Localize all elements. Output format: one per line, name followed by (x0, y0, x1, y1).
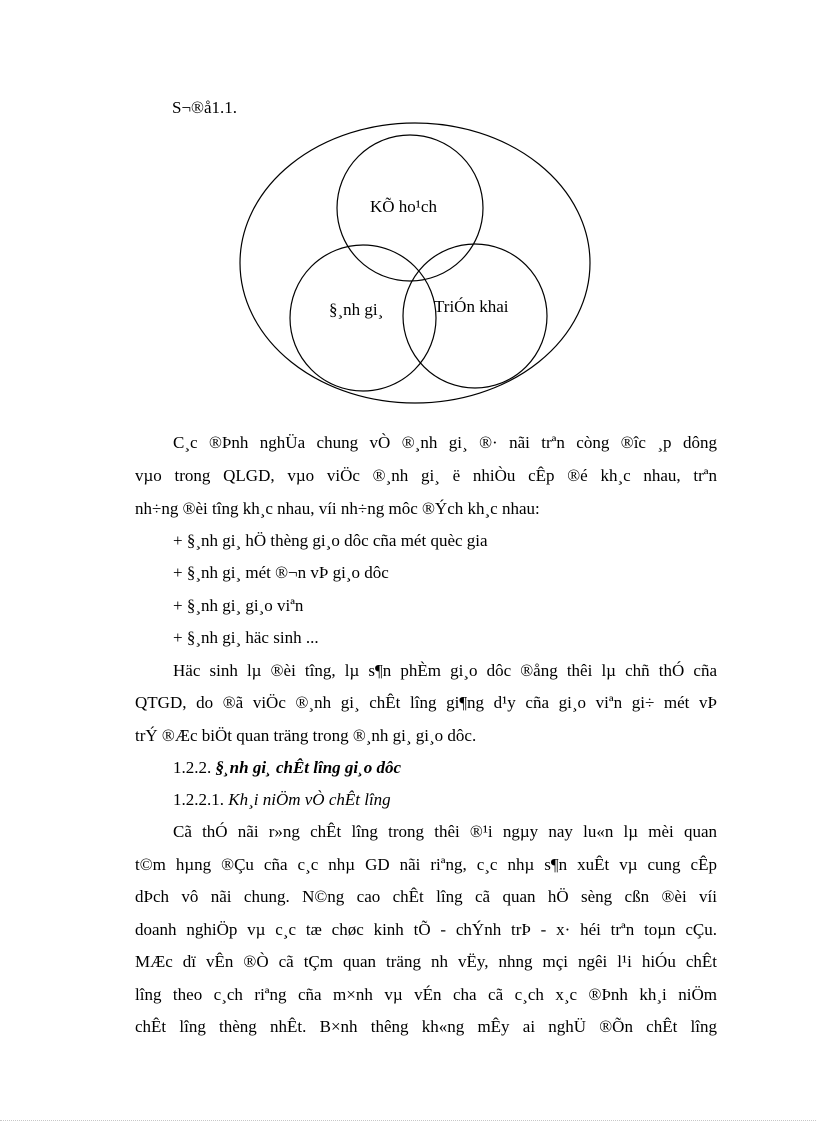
paragraph2-line: trÝ ®Æc biÖt quan träng trong ®¸nh gi¸ gi¸o dôc. (135, 726, 477, 745)
bullet-item: + §¸nh gi¸ hÖ thèng gi¸o dôc cña mét quèc gia (173, 531, 488, 550)
label-plan: KÕ ho¹ch (370, 197, 437, 216)
bullet-item: + §¸nh gi¸ mét ®¬n vÞ gi¸o dôc (173, 563, 389, 582)
paragraph3-line: Cã thÓ nãi r»ng chÊt lîng trong thêi ®¹i ngµy nay lu«n lµ mèi quan (173, 822, 717, 841)
paragraph3-line: t©m hµng ®Çu cña c¸c nhµ GD nãi riªng, c¸c nhµ s¶n xuÊt vµ cung cÊp (135, 855, 717, 874)
venn-diagram-svg (230, 118, 600, 408)
paragraph3-line: dÞch vô nãi chung. N©ng cao chÊt lîng cã quan hÖ sèng cßn ®èi víi (135, 887, 717, 906)
section-number: 1.2.2. (173, 758, 212, 777)
section-title: §¸nh gi¸ chÊt lîng gi¸o dôc (215, 758, 402, 777)
paragraph3-line: doanh nghiÖp vµ c¸c tæ chøc kinh tÕ - chÝnh trÞ - x· héi trªn toµn cÇu. (135, 920, 717, 939)
figure-caption: S¬®å1.1. (172, 98, 238, 117)
paragraph1-line: vµo trong QLGD, vµo viÖc ®¸nh gi¸ ë nhiÒu cÊp ®é kh¸c nhau, trªn (135, 466, 717, 485)
paragraph3-line: lîng theo c¸ch riªng cña m×nh vµ vÉn cha cã c¸ch x¸c ®Þnh kh¸i niÖm (135, 985, 717, 1004)
subsection-title: Kh¸i niÖm vÒ chÊt lîng (228, 790, 391, 809)
subsection-number: 1.2.2.1. (173, 790, 224, 809)
subsection-heading (173, 790, 391, 810)
bullet-item: + §¸nh gi¸ gi¸o viªn (173, 596, 304, 615)
paragraph3-line: chÊt lîng thèng nhÊt. B×nh thêng kh«ng mÊy ai nghÜ ®Õn chÊt lîng (135, 1017, 717, 1036)
page-bottom-rule (0, 1120, 816, 1121)
paragraph3-line: MÆc dï vÊn ®Ò cã tÇm quan träng nh vËy, nhng mçi ngêi l¹i hiÓu chÊt (135, 952, 717, 971)
paragraph1-line: C¸c ®Þnh nghÜa chung vÒ ®¸nh gi¸ ®· nãi trªn còng ®îc ¸p dông (173, 433, 717, 452)
outer-ellipse (240, 123, 590, 403)
paragraph2-line: Häc sinh lµ ®èi tîng, lµ s¶n phÈm gi¸o dôc ®ång thêi lµ chñ thÓ cña (173, 661, 717, 680)
paragraph2-line: QTGD, do ®ã viÖc ®¸nh gi¸ chÊt lîng gi¶ng d¹y cña gi¸o viªn gi÷ mét vÞ (135, 693, 717, 712)
label-evaluate: §¸nh gi¸ (329, 300, 384, 319)
label-implement: TriÓn khai (434, 297, 509, 316)
bullet-item: + §¸nh gi¸ häc sinh ... (173, 628, 319, 647)
paragraph1-line: nh÷ng ®èi tîng kh¸c nhau, víi nh÷ng môc ®Ých kh¸c nhau: (135, 499, 540, 518)
venn-diagram (230, 118, 600, 408)
section-heading (173, 758, 401, 778)
